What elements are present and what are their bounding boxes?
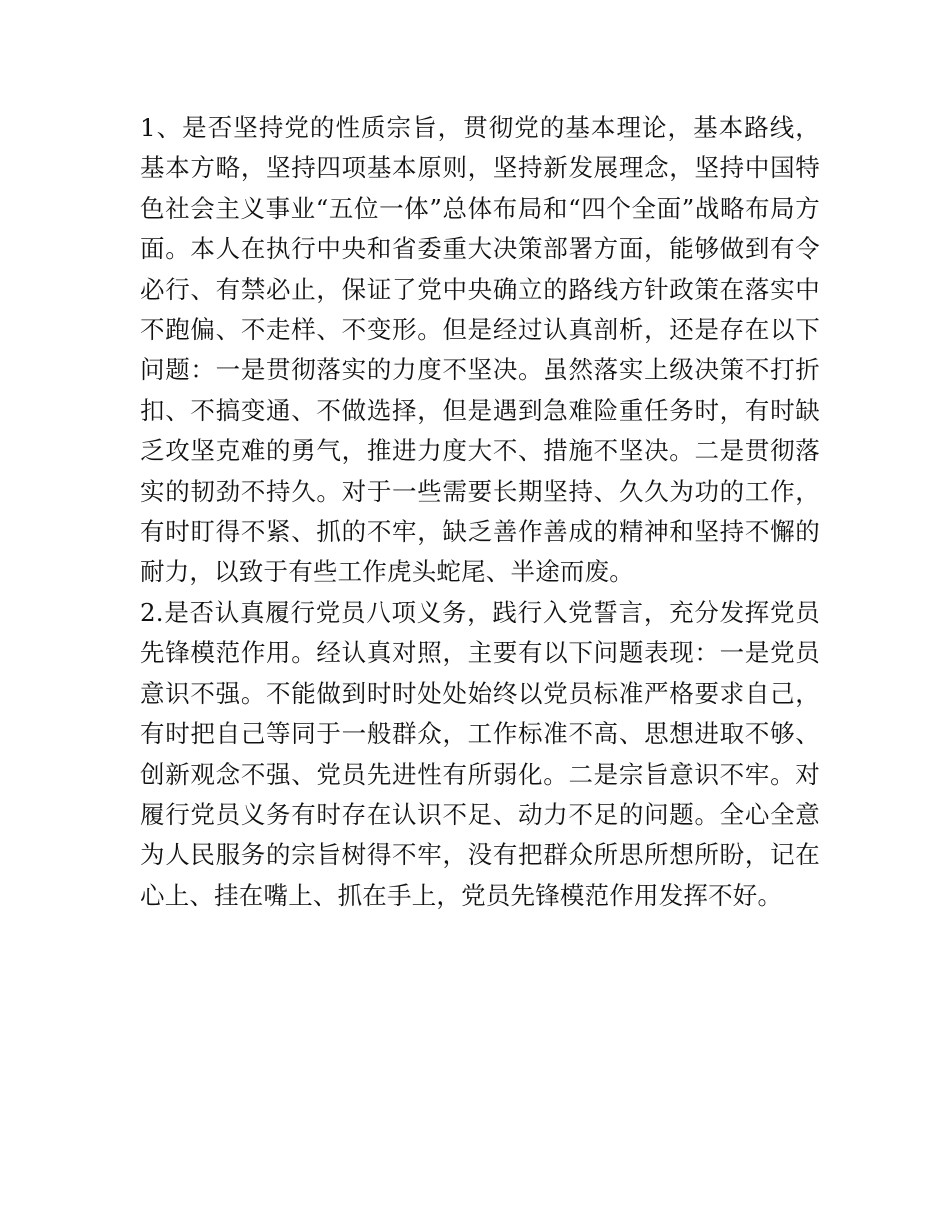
- paragraph-2: 2.是否认真履行党员八项义务，践行入党誓言，充分发挥党员先锋模范作用。经认真对照，主要有以下问题表现：一是党员意识不强。不能做到时时处处始终以党员标准严格要求自己，有时把自己等同于一般群众，工作标准不高、思想进取不够、创新观念不强、党员先进性有所弱化。二是宗旨意识不牢。对履行党员义务有时存在认识不足、动力不足的问题。全心全意为人民服务的宗旨树得不牢，没有把群众所思所想所盼，记在心上、挂在嘴上、抓在手上，党员先锋模范作用发挥不好。: [140, 597, 820, 910]
- paragraph-1: 1、是否坚持党的性质宗旨，贯彻党的基本理论，基本路线，基本方略，坚持四项基本原则，坚持新发展理念，坚持中国特色社会主义事业“五位一体”总体布局和“四个全面”战略布局方面。本人在执行中央和省委重大决策部署方面，能够做到有令必行、有禁必止，保证了党中央确立的路线方针政策在落实中不跑偏、不走样、不变形。但是经过认真剖析，还是存在以下问题：一是贯彻落实的力度不坚决。虽然落实上级决策不打折扣、不搞变通、不做选择，但是遇到急难险重任务时，有时缺乏攻坚克难的勇气，推进力度大不、措施不坚决。二是贯彻落实的韧劲不持久。对于一些需要长期坚持、久久为功的工作，有时盯得不紧、抓的不牢，缺乏善作善成的精神和坚持不懈的耐力，以致于有些工作虎头蛇尾、半途而废。: [140, 113, 820, 587]
- document-body: [140, 108, 820, 916]
